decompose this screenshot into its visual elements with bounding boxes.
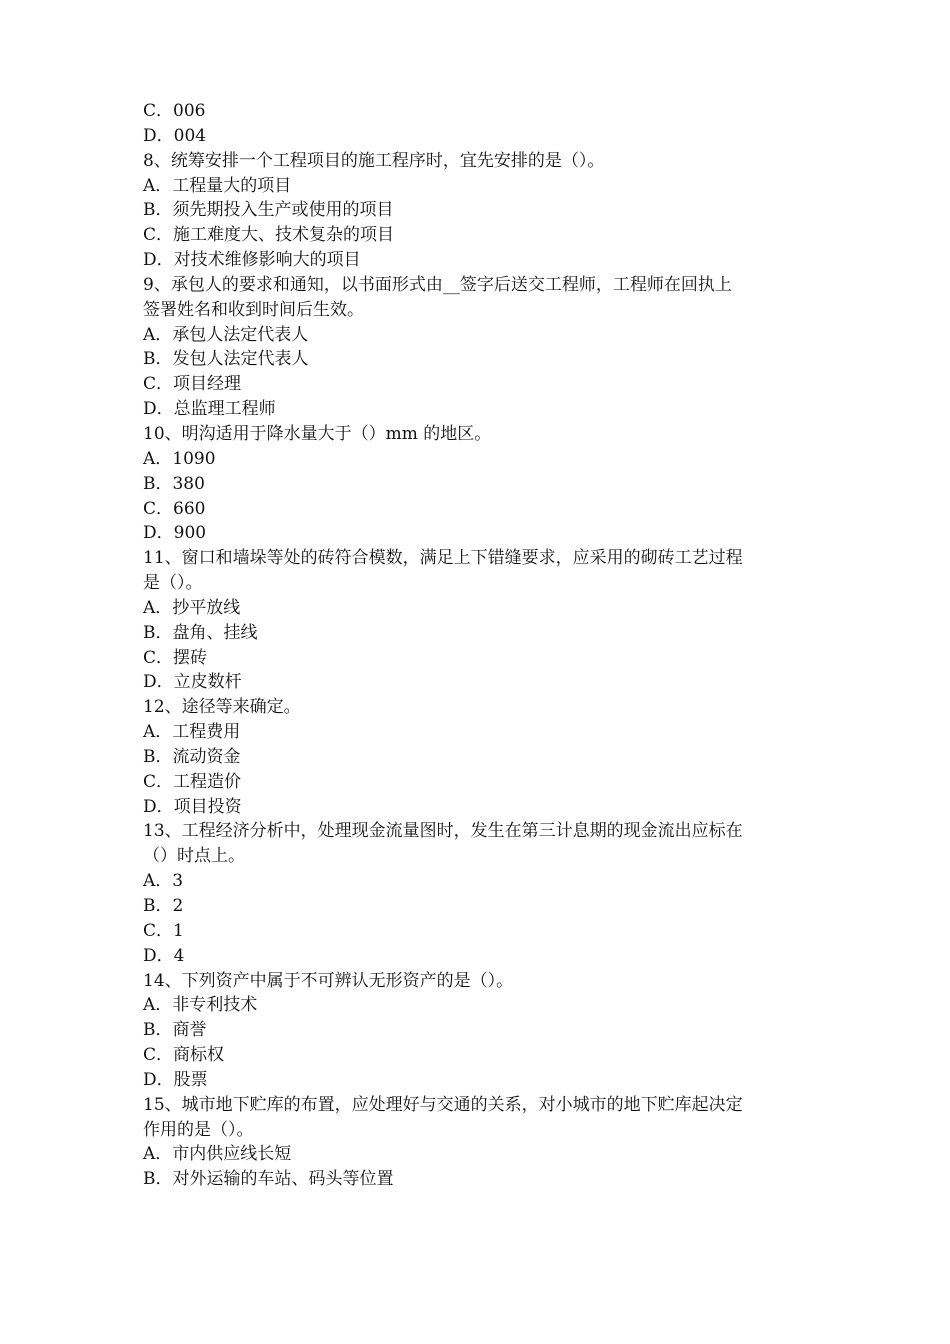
- question-11: 11、窗口和墙垛等处的砖符合模数，满足上下错缝要求，应采用的砌砖工艺过程: [143, 548, 743, 569]
- question-15: 15、城市地下贮库的布置，应处理好与交通的关系，对小城市的地下贮库起决定: [143, 1094, 743, 1115]
- option-d: D．项目投资: [143, 796, 242, 817]
- question-14: 14、下列资产中属于不可辨认无形资产的是（）。: [143, 970, 514, 991]
- question-11-continued: 是（）。: [143, 573, 203, 594]
- option-b: B．须先期投入生产或使用的项目: [143, 200, 394, 221]
- option-a: A．工程量大的项目: [143, 175, 292, 196]
- question-9-continued: 签署姓名和收到时间后生效。: [143, 299, 364, 320]
- question-15-continued: 作用的是（）。: [143, 1119, 254, 1140]
- document-page: [143, 99, 813, 1192]
- option-d: D．立皮数杆: [143, 672, 242, 693]
- question-9: 9、承包人的要求和通知，以书面形式由__签字后送交工程师，工程师在回执上: [143, 274, 732, 295]
- option-c: C．006: [143, 101, 206, 121]
- option-a: A．3: [143, 871, 184, 892]
- question-13-continued: （）时点上。: [143, 846, 245, 867]
- option-c: C．摆砖: [143, 647, 208, 668]
- option-b: B．发包人法定代表人: [143, 349, 309, 370]
- option-b: B．流动资金: [143, 746, 241, 767]
- question-10: 10、明沟适用于降水量大于（）mm 的地区。: [143, 423, 492, 444]
- option-c: C．工程造价: [143, 771, 242, 792]
- option-a: A．市内供应线长短: [143, 1144, 292, 1165]
- option-d: D．4: [143, 945, 185, 966]
- option-a: A．非专利技术: [143, 995, 258, 1016]
- question-13: 13、工程经济分析中，处理现金流量图时，发生在第三计息期的现金流出应标在: [143, 821, 743, 842]
- option-c: C．施工难度大、技术复杂的项目: [143, 225, 395, 246]
- option-a: A．承包人法定代表人: [143, 324, 309, 345]
- option-c: C．660: [143, 498, 206, 519]
- option-a: A．工程费用: [143, 722, 241, 743]
- question-8: 8、统筹安排一个工程项目的施工程序时，宜先安排的是（）。: [143, 150, 605, 171]
- option-c: C．项目经理: [143, 374, 242, 395]
- option-a: A．抄平放线: [143, 597, 241, 618]
- option-b: B．盘角、挂线: [143, 622, 258, 643]
- option-d: D．对技术维修影响大的项目: [143, 250, 361, 271]
- option-b: B．对外运输的车站、码头等位置: [143, 1169, 394, 1190]
- option-c: C．1: [143, 920, 184, 941]
- option-c: C．商标权: [143, 1045, 225, 1066]
- option-d: D．004: [143, 125, 207, 146]
- question-12: 12、途径等来确定。: [143, 697, 301, 718]
- option-b: B．2: [143, 896, 184, 916]
- option-b: B．380: [143, 473, 205, 494]
- option-d: D．900: [143, 523, 207, 544]
- option-d: D．总监理工程师: [143, 399, 276, 420]
- option-b: B．商誉: [143, 1020, 207, 1041]
- option-d: D．股票: [143, 1069, 208, 1090]
- option-a: A．1090: [143, 448, 216, 469]
